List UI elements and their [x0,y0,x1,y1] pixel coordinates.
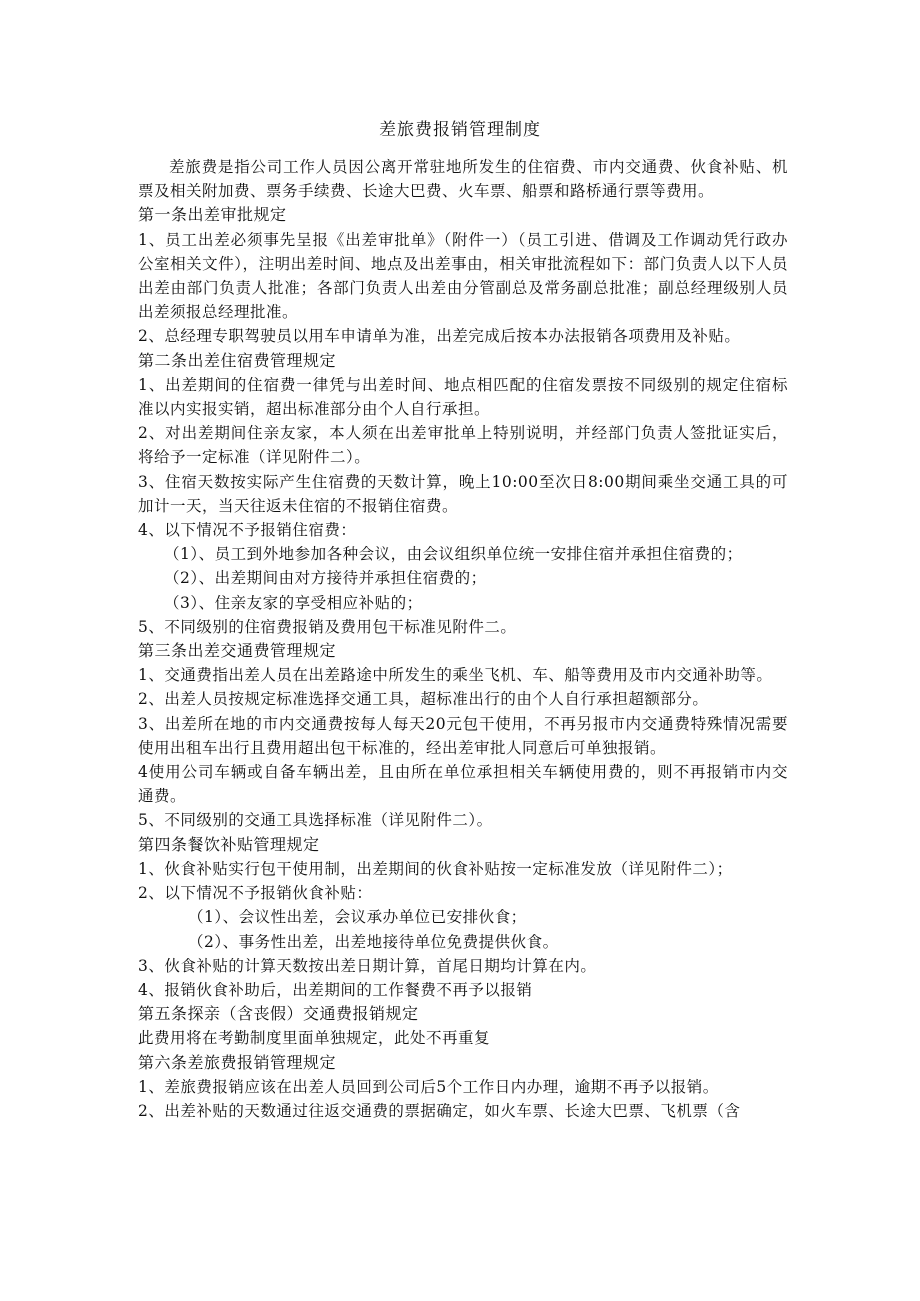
sub-list-item: （2）、事务性出差，出差地接待单位免费提供伙食。 [188,932,559,951]
sub-list-item: （1）、会议性出差，会议承办单位已安排伙食； [188,908,527,927]
list-item: 2、出差补贴的天数通过往返交通费的票据确定，如火车票、长途大巴票、飞机票（含 [138,1101,741,1120]
document-body [138,155,788,1123]
list-item: 5、不同级别的交通工具选择标准（详见附件二）。 [138,811,493,830]
sub-list-item: （1）、员工到外地参加各种会议，由会议组织单位统一安排住宿并承担住宿费的； [164,545,743,564]
section-heading-2: 第二条出差住宿费管理规定 [138,350,337,370]
list-item: 1、交通费指出差人员在出差路途中所发生的乘坐飞机、车、船等费用及市内交通补助等。 [138,666,773,685]
list-item: 4、报销伙食补助后，出差期间的工作餐费不再予以报销 [138,980,533,999]
section-heading-1: 第一条出差审批规定 [138,205,287,225]
list-item: 1、出差期间的住宿费一律凭与出差时间、地点相匹配的住宿发票按不同级别的规定住宿标准以内实报实销，超出标准部分由个人自行承担。 [138,375,788,419]
section-heading-4: 第四条餐饮补贴管理规定 [138,834,320,854]
list-item: 4使用公司车辆或自备车辆出差，且由所在单位承担相关车辆使用费的，则不再报销市内交通费。 [138,763,788,806]
sub-list-item: （3）、住亲友家的享受相应补贴的； [164,593,423,612]
list-item: 5、不同级别的住宿费报销及费用包干标准见附件二。 [138,617,517,636]
list-item: 3、伙食补贴的计算天数按出差日期计算，首尾日期均计算在内。 [138,956,597,975]
list-item: 3、出差所在地的市内交通费按每人每天20元包干使用，不再另报市内交通费特殊情况需要使用出租车出行且费用超出包干标准的，经出差审批人同意后可单独报销。 [138,714,788,757]
list-item: 2、对出差期间住亲友家，本人须在出差审批单上特别说明，并经部门负责人签批证实后，将给予一定标准（详见附件二）。 [138,424,788,467]
list-item: 1、员工出差必须事先呈报《出差审批单》（附件一）（员工引进、借调及工作调动凭行政办公室相关文件），注明出差时间、地点及出差事由，相关审批流程如下：部门负责人以下人员出差由部门负责人批准；各部门负责人出差由分管副总及常务副总批准；副总经理级别人员出差须报总经理批准。 [138,230,788,322]
list-item: 2、出差人员按规定标准选择交通工具，超标准出行的由个人自行承担超额部分。 [138,690,709,709]
list-item: 2、以下情况不予报销伙食补贴： [138,884,373,903]
section-heading-3: 第三条出差交通费管理规定 [138,641,337,661]
list-item: 3、住宿天数按实际产生住宿费的天数计算，晚上10:00至次日8:00期间乘坐交通工具的可加计一天，当天往返未住宿的不报销住宿费。 [138,472,788,515]
paragraph: 此费用将在考勤制度里面单独规定，此处不再重复 [138,1029,491,1048]
list-item: 4、以下情况不予报销住宿费： [138,521,357,540]
list-item: 2、总经理专职驾驶员以用车申请单为准，出差完成后按本办法报销各项费用及补贴。 [138,327,741,346]
section-heading-6: 第六条差旅费报销管理规定 [138,1052,337,1072]
intro-paragraph: 差旅费是指公司工作人员因公离开常驻地所发生的住宿费、市内交通费、伙食补贴、机票及相关附加费、票务手续费、长途大巴费、火车票、船票和路桥通行票等费用。 [138,158,788,201]
section-heading-5: 第五条探亲（含丧假）交通费报销规定 [138,1004,419,1024]
document-title: 差旅费报销管理制度 [379,120,541,140]
list-item: 1、伙食补贴实行包干使用制，出差期间的伙食补贴按一定标准发放（详见附件二）； [138,859,733,878]
sub-list-item: （2）、出差期间由对方接待并承担住宿费的； [164,569,487,588]
list-item: 1、差旅费报销应该在出差人员回到公司后5个工作日内办理，逾期不再予以报销。 [138,1077,719,1096]
